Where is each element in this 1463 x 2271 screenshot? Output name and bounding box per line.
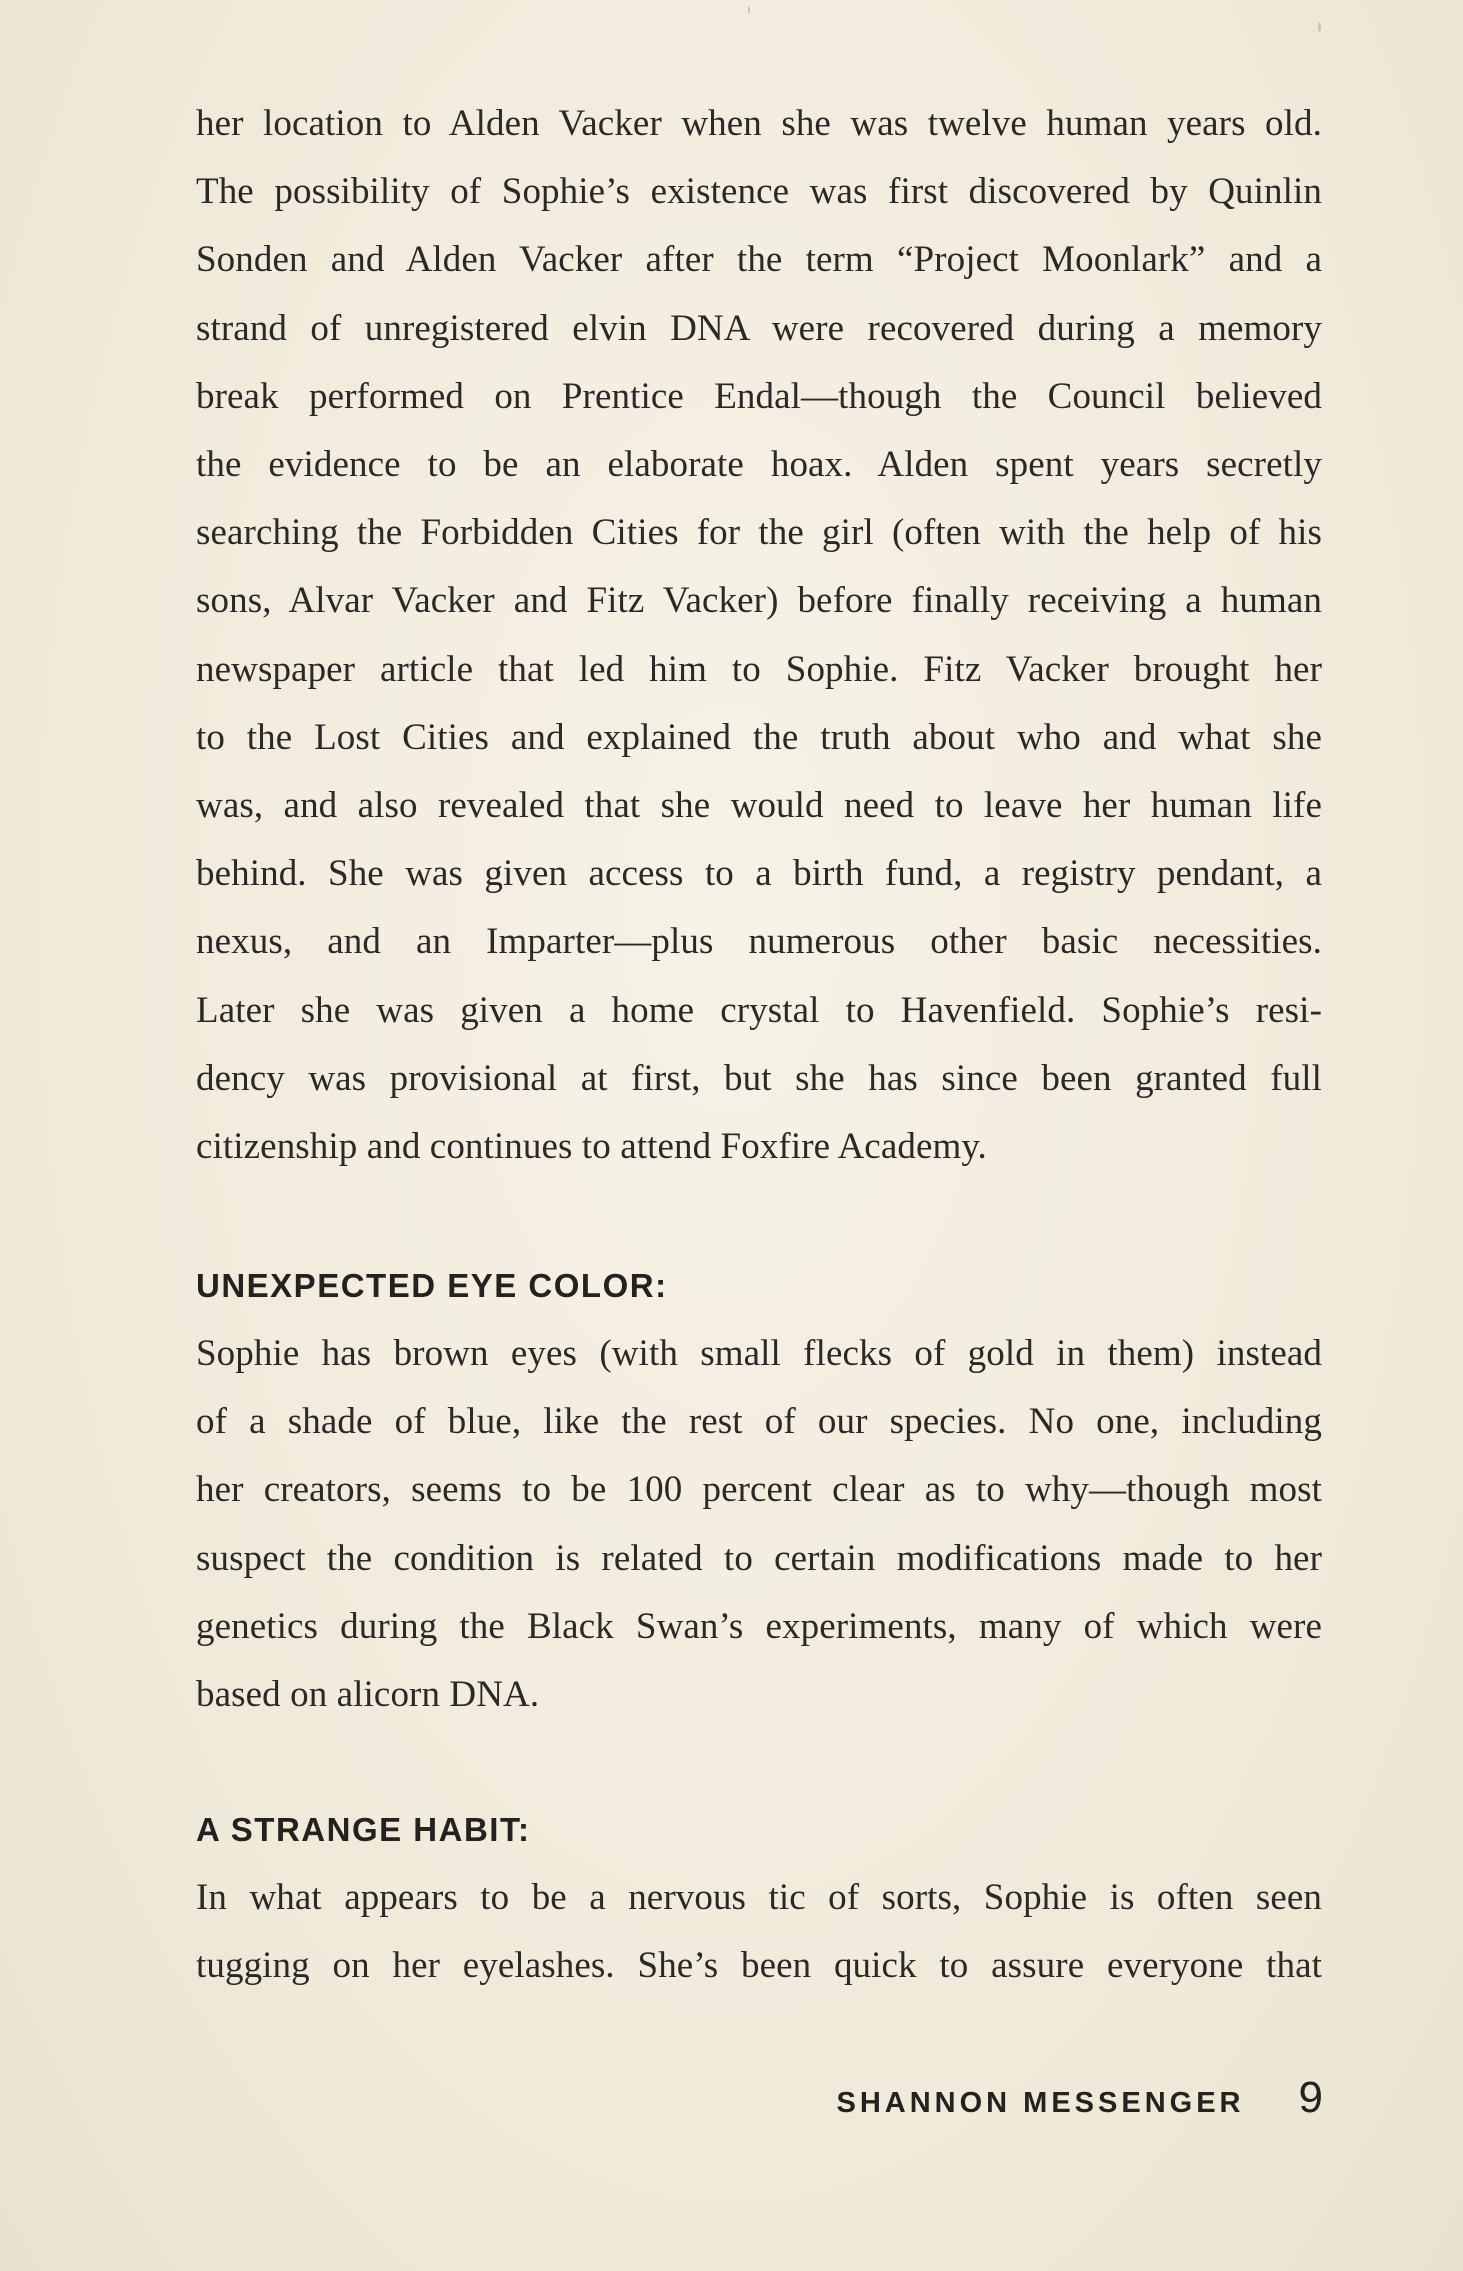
text-line: strand of unregistered elvin DNA were recovered during a memory bbox=[196, 307, 1322, 349]
text-line: newspaper article that led him to Sophie. Fitz Vacker brought her bbox=[196, 648, 1322, 690]
text-line: behind. She was given access to a birth fund, a registry pendant, a bbox=[196, 853, 1322, 895]
text-line: searching the Forbidden Cities for the girl (often with the help of his bbox=[196, 512, 1322, 554]
paper-speck bbox=[1318, 22, 1321, 32]
strange-habit-section bbox=[196, 1796, 1322, 2000]
text-line: of a shade of blue, like the rest of our species. No one, including bbox=[196, 1401, 1322, 1443]
text-line: genetics during the Black Swan’s experiments, many of which were bbox=[196, 1605, 1322, 1647]
text-line: Later she was given a home crystal to Havenfield. Sophie’s resi- bbox=[196, 989, 1322, 1031]
text-line: the evidence to be an elaborate hoax. Alden spent years secretly bbox=[196, 444, 1322, 486]
text-line: The possibility of Sophie’s existence was first discovered by Quinlin bbox=[196, 171, 1322, 213]
body-paragraph bbox=[196, 90, 1322, 1181]
section-heading: A STRANGE HABIT: bbox=[196, 1811, 531, 1848]
page-footer bbox=[837, 2073, 1323, 2133]
text-line: nexus, and an Imparter—plus numerous other basic necessities. bbox=[196, 921, 1322, 963]
text-line: Sophie has brown eyes (with small flecks of gold in them) instead bbox=[196, 1333, 1322, 1374]
text-line: tugging on her eyelashes. She’s been quick to assure everyone that bbox=[196, 1945, 1322, 1987]
text-line: suspect the condition is related to certain modifications made to her bbox=[196, 1537, 1322, 1579]
text-line: break performed on Prentice Endal—though the Council believed bbox=[196, 375, 1322, 417]
text-line: to the Lost Cities and explained the truth about who and what she bbox=[196, 716, 1322, 758]
text-line: dency was provisional at first, but she has since been granted full bbox=[196, 1057, 1322, 1099]
text-line: Sonden and Alden Vacker after the term “Project Moonlark” and a bbox=[196, 239, 1322, 281]
text-line: citizenship and continues to attend Foxfire Academy. bbox=[196, 1126, 987, 1168]
paper-speck bbox=[748, 6, 750, 14]
author-name: SHANNON MESSENGER bbox=[836, 2087, 1245, 2119]
text-line: was, and also revealed that she would need to leave her human life bbox=[196, 785, 1322, 827]
text-line: her creators, seems to be 100 percent clear as to why—though most bbox=[196, 1469, 1322, 1511]
page-number: 9 bbox=[1298, 2073, 1323, 2122]
text-line: sons, Alvar Vacker and Fitz Vacker) before finally receiving a human bbox=[196, 580, 1322, 622]
section-heading: UNEXPECTED EYE COLOR: bbox=[196, 1267, 668, 1304]
text-line: her location to Alden Vacker when she was twelve human years old. bbox=[196, 103, 1322, 144]
text-line: In what appears to be a nervous tic of sorts, Sophie is often seen bbox=[196, 1877, 1322, 1918]
eye-color-section bbox=[196, 1252, 1322, 1729]
text-line: based on alicorn DNA. bbox=[196, 1674, 540, 1716]
